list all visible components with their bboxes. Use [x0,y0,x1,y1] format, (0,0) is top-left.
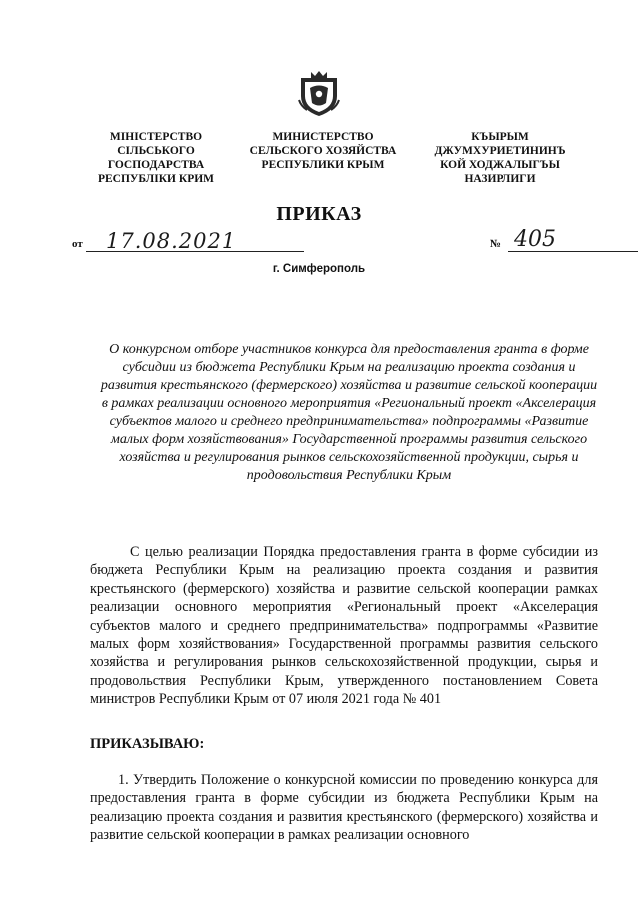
ministry-name-russian [238,130,408,172]
handwritten-date: 17.08.2021 [106,229,237,253]
org-line: КОЙ ХОДЖАЛЫГЪЫ [440,159,560,171]
org-line: МІНІСТЕРСТВО [109,131,203,143]
org-line: КЪЫРЫМ [471,131,529,143]
org-line: СІЛЬСЬКОГО [117,145,195,157]
crimea-coat-of-arms-icon [297,70,341,118]
ministry-name-ukrainian [86,130,226,186]
org-line: НАЗИРЛИГИ [464,173,536,185]
preamble-paragraph: С целью реализации Порядка предоставления гранта в форме субсидии из бюджета Республики Крым на реализацию проекта создания и развития крестьянского (фермерского) хозяйства и развитие сельской кооперации рамках реализации основного мероприятия «Региональный проект «Акселерация субъектов малого и среднего предпринимательства» подпрограммы «Развитие малых форм хозяйствования» Государственной программы развития сельского хозяйства и регулирования рынков сельскохозяйственной продукции, сырья и продовольствия Республики Крым, утвержденного постановлением Совета министров Республики Крым от 07 июля 2021 года № 401 [90,544,598,708]
date-number-row [72,227,592,255]
number-prefix: № [490,238,502,250]
order-subject: О конкурсном отборе участников конкурса для предоставления гранта в форме субсидии из бюджета Республики Крым на реализацию проекта создания и развития крестьянского (фермерского) хозяйства и развитие сельской кооперации в рамках реализации основного мероприятия «Региональный проект «Акселерация субъектов малого и среднего предпринимательства» подпрограммы «Развитие малых форм хозяйствования» Государственной программы развития сельского хозяйства и регулирования рынков сельскохозяйственной продукции, сырья и продовольствия Республики Крым [100,342,598,483]
org-line: ДЖУМХУРИЕТИНИНЪ [434,145,566,157]
city: г. Симферополь [272,263,366,275]
date-prefix: от [72,238,83,250]
handwritten-number: 405 [514,227,556,252]
order-heading: ПРИКАЗЫВАЮ: [90,736,205,752]
org-line: ГОСПОДАРСТВА [107,159,205,171]
ministry-name-crimean-tatar [420,130,580,186]
org-line: РЕСПУБЛІКИ КРИМ [97,173,215,185]
document-title: ПРИКАЗ [276,203,362,225]
org-line: МИНИСТЕРСТВО [272,131,374,143]
order-item-1: 1. Утвердить Положение о конкурсной комиссии по проведению конкурса для предоставления гранта в форме субсидии из бюджета Республики Крым на реализацию проекта создания и развития крестьянского (фермерского) хозяйства и развитие сельской кооперации в рамках реализации основного [90,772,598,844]
org-line: РЕСПУБЛИКИ КРЫМ [261,159,385,171]
org-line: СЕЛЬСКОГО ХОЗЯЙСТВА [249,145,397,157]
